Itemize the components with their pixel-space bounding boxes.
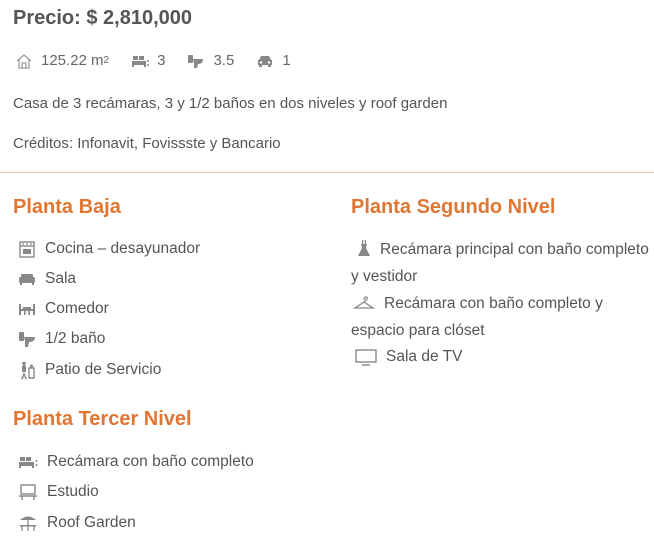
area-value: 125.22 m	[41, 52, 104, 69]
list-item: Cocina – desayunador	[18, 240, 200, 258]
price-heading: Precio: $ 2,810,000	[13, 7, 193, 29]
stat-bathrooms	[187, 52, 234, 69]
dining-table-icon	[18, 301, 36, 317]
area-unit: 2	[103, 55, 110, 66]
parking-value: 1	[282, 52, 291, 69]
stat-area	[15, 52, 109, 69]
list-item: Sala	[18, 270, 76, 288]
property-stats	[15, 52, 313, 69]
sofa-icon	[18, 271, 36, 287]
car-icon	[256, 54, 274, 68]
bed-icon	[18, 454, 38, 470]
toilet-icon	[18, 330, 36, 348]
bedrooms-value: 3	[157, 52, 166, 69]
bed-icon	[131, 54, 149, 68]
garden-umbrella-icon	[18, 513, 38, 533]
list-item: Recámara con baño completo	[18, 453, 254, 471]
toilet-icon	[187, 53, 205, 69]
planta-tercer-title: Planta Tercer Nivel	[13, 408, 192, 430]
laundry-icon	[18, 360, 36, 380]
list-item: Sala de TV	[355, 348, 462, 366]
stove-icon	[18, 240, 36, 258]
list-item: Recámara con baño completo y espacio para clóset	[351, 295, 603, 339]
credits-text: Créditos: Infonavit, Fovissste y Bancario	[13, 135, 281, 152]
list-item: Recámara principal con baño completo y vestidor	[351, 241, 649, 285]
stat-bedrooms	[131, 52, 165, 69]
list-item: Roof Garden	[18, 513, 136, 533]
list-item: Estudio	[18, 483, 99, 501]
desk-icon	[18, 483, 38, 501]
planta-baja-title: Planta Baja	[13, 196, 121, 218]
stat-parking	[256, 52, 290, 69]
house-icon	[15, 53, 33, 69]
tv-icon	[355, 348, 377, 366]
bathrooms-value: 3.5	[213, 52, 235, 69]
planta-segundo-title: Planta Segundo Nivel	[351, 196, 556, 218]
hanger-icon	[353, 295, 375, 311]
list-item: Comedor	[18, 300, 109, 318]
list-item: Patio de Servicio	[18, 360, 161, 380]
section-divider	[0, 172, 654, 173]
list-item: 1/2 baño	[18, 330, 105, 348]
dress-icon	[357, 239, 371, 257]
property-description: Casa de 3 recámaras, 3 y 1/2 baños en dos niveles y roof garden	[13, 95, 448, 112]
